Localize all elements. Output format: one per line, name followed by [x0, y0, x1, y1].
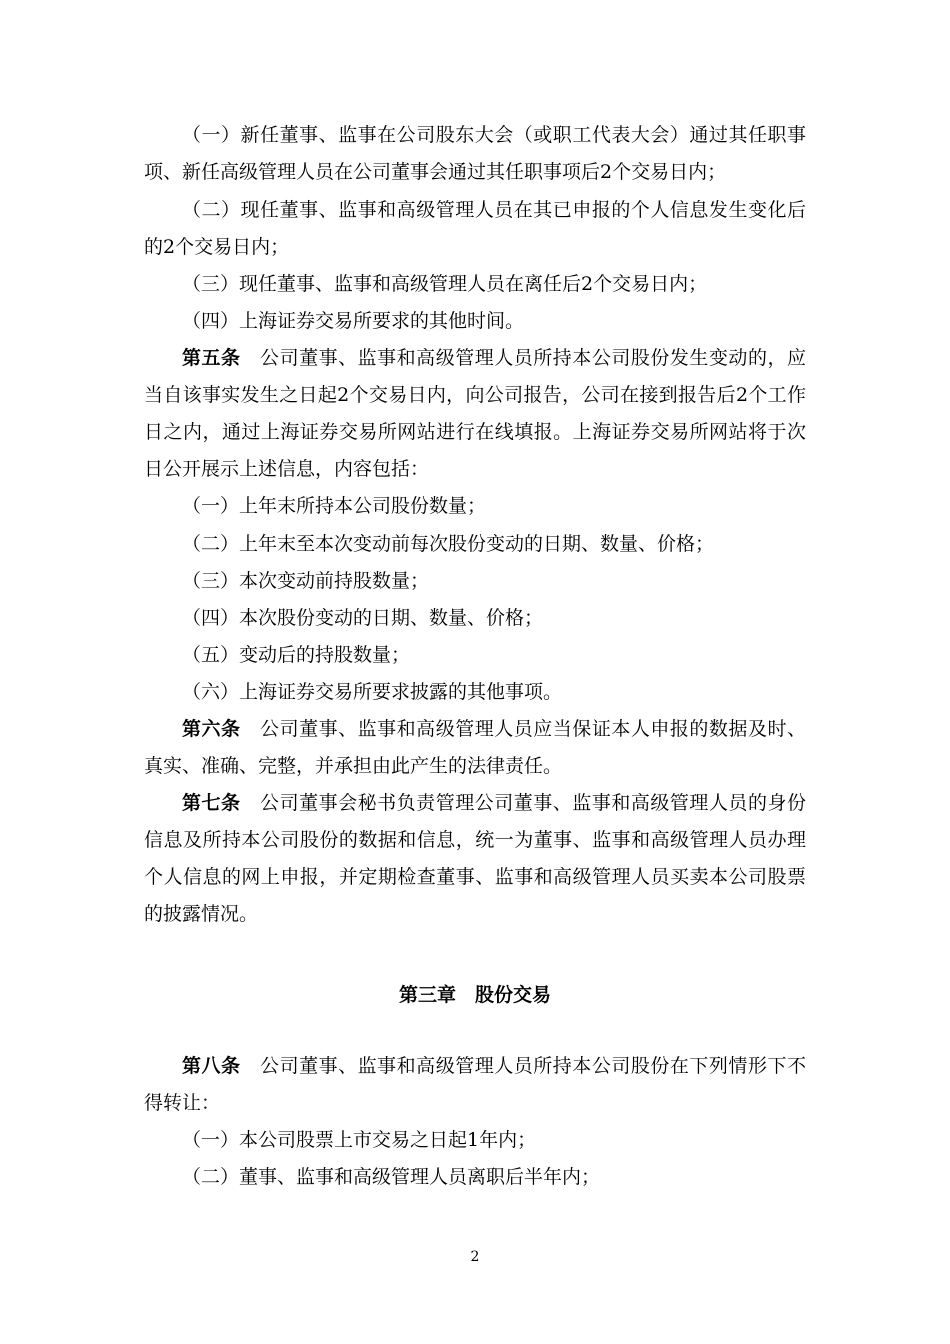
list-item-other-time: （四）上海证券交易所要求的其他时间。 [182, 310, 525, 332]
list-item-post-change-holdings: （五）变动后的持股数量； [182, 644, 411, 666]
page-number: 2 [470, 1249, 480, 1265]
article-5 [144, 340, 806, 488]
list-item-listing-year: （一）本公司股票上市交易之日起1年内； [182, 1129, 537, 1151]
article-7-label: 第七条 [182, 792, 241, 814]
article-6-label: 第六条 [182, 718, 241, 740]
list-item-other-disclosures: （六）上海证券交易所要求披露的其他事项。 [182, 681, 563, 703]
article-8-label: 第八条 [182, 1055, 241, 1077]
list-item-prior-changes: （二）上年末至本次变动前每次股份变动的日期、数量、价格； [182, 533, 715, 555]
chapter-number: 第三章 [398, 984, 456, 1006]
article-6 [144, 711, 806, 785]
list-item-info-change: （二）现任董事、监事和高级管理人员在其已申报的个人信息发生变化后的2个交易日内； [144, 199, 806, 258]
article-5-label: 第五条 [182, 347, 241, 369]
article-7 [144, 785, 806, 933]
list-item-new-appointment: （一）新任董事、监事在公司股东大会（或职工代表大会）通过其任职事项、新任高级管理人员在公司董事会通过其任职事项后2个交易日内； [144, 124, 806, 183]
article-6-text: 公司董事、监事和高级管理人员应当保证本人申报的数据及时、真实、准确、完整，并承担由此产生的法律责任。 [144, 718, 806, 777]
list-item-departure: （三）现任董事、监事和高级管理人员在离任后2个交易日内； [182, 273, 708, 295]
article-5-text: 公司董事、监事和高级管理人员所持本公司股份发生变动的，应当自该事实发生之日起2个交易日内，向公司报告，公司在接到报告后2个工作日之内，通过上海证券交易所网站进行在线填报。上海证券交易所网站将于次日公开展示上述信息，内容包括： [144, 347, 806, 480]
chapter-heading [0, 977, 950, 1014]
chapter-title: 股份交易 [475, 984, 552, 1006]
list-item-change-details: （四）本次股份变动的日期、数量、价格； [182, 607, 544, 629]
list-item-half-year-after-departure: （二）董事、监事和高级管理人员离职后半年内； [182, 1166, 601, 1188]
list-item-pre-change-holdings: （三）本次变动前持股数量； [182, 570, 430, 592]
article-8 [144, 1048, 806, 1122]
article-8-text: 公司董事、监事和高级管理人员所持本公司股份在下列情形下不得转让： [144, 1055, 806, 1114]
article-7-text: 公司董事会秘书负责管理公司董事、监事和高级管理人员的身份信息及所持本公司股份的数据和信息，统一为董事、监事和高级管理人员办理个人信息的网上申报，并定期检查董事、监事和高级管理人员买卖本公司股票的披露情况。 [144, 792, 806, 925]
list-item-year-end-holdings: （一）上年末所持本公司股份数量； [182, 495, 487, 517]
